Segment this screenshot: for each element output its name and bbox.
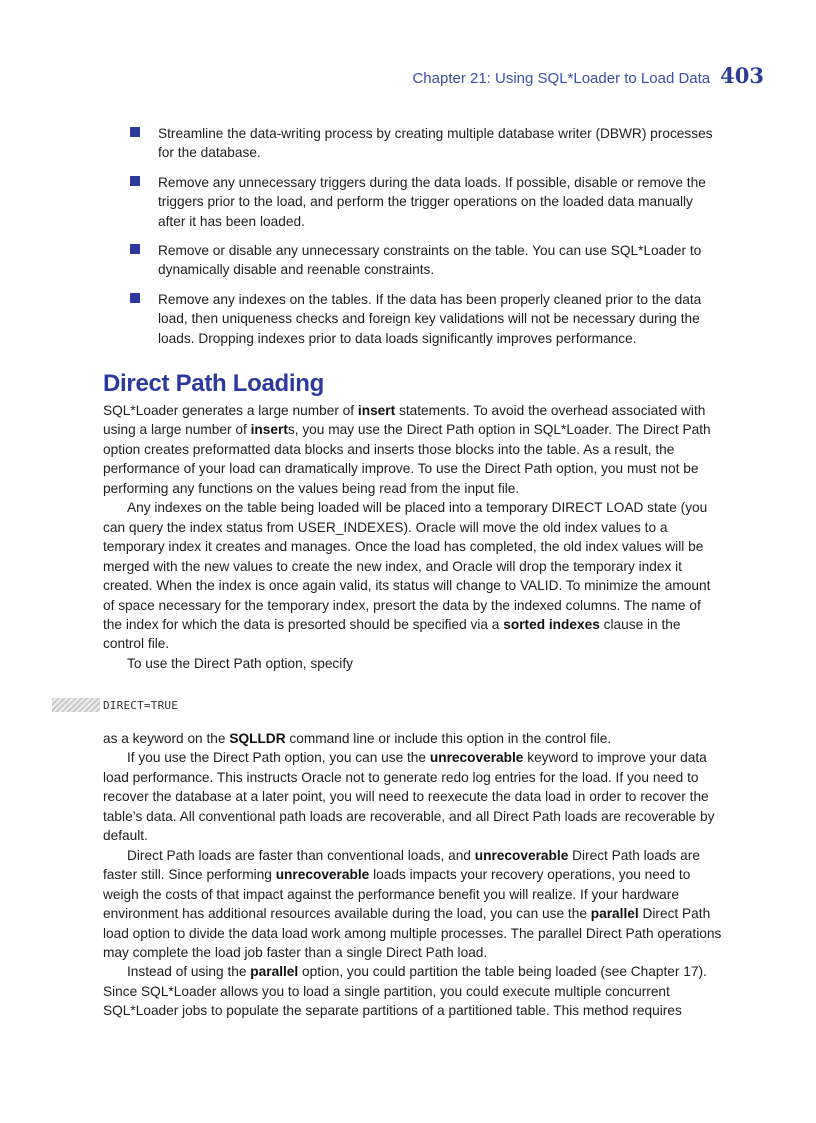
list-item	[130, 290, 720, 348]
page-number: 403	[720, 63, 764, 88]
keyword-parallel: parallel	[590, 906, 639, 922]
text-run: keyword to improve your data load performance. This instructs Oracle not to generate redo log entries for the load. If you need to recover the database at a later point, you will need to reexecute the data load in order to recover the table’s data. All conventional path loads are recoverable, and all Direct Path loads are recoverable by default.	[103, 750, 715, 844]
text-run: Direct Path loads are faster than conventional loads, and	[127, 847, 475, 863]
keyword-unrecoverable: unrecoverable	[275, 867, 370, 883]
code-marker-icon	[52, 698, 100, 712]
paragraph-partition	[103, 962, 723, 1020]
running-header	[412, 63, 764, 89]
list-item	[130, 241, 720, 280]
list-item-text: Streamline the data-writing process by creating multiple database writer (DBWR) processes for the database.	[158, 126, 713, 161]
section-body-bottom	[103, 729, 723, 1021]
paragraph-specify: To use the Direct Path option, specify	[127, 655, 353, 671]
code-example	[52, 697, 178, 713]
keyword-insert: insert	[250, 422, 288, 438]
text-run: SQL*Loader generates a large number of	[103, 403, 358, 418]
text-run: Direct Path loads are faster still. Since performing	[103, 847, 700, 883]
bullet-square-icon	[130, 293, 140, 303]
keyword-insert: insert	[357, 403, 396, 418]
paragraph-direct-path-intro	[103, 401, 723, 498]
text-run: Direct Path load option to divide the data load work among multiple processes. The parallel Direct Path operations may complete the load job faster than a single Direct Path load.	[103, 906, 722, 960]
text-run: s, you may use the Direct Path option in SQL*Loader. The Direct Path option creates preformatted data blocks and inserts those blocks into the table. As a result, the performance of your load can dramatically improve. To use the Direct Path option, you must not be performing any functions on the values being read from the input file.	[103, 422, 711, 496]
section-body-top	[103, 401, 723, 673]
keyword-unrecoverable: unrecoverable	[474, 847, 569, 863]
text-run: statements. To avoid the overhead associated with using a large number of	[103, 403, 706, 438]
text-run: Instead of using the	[127, 964, 251, 980]
keyword-unrecoverable: unrecoverable	[429, 750, 524, 766]
text-run: If you use the Direct Path option, you can use the	[127, 750, 430, 766]
list-item-text: Remove any unnecessary triggers during the data loads. If possible, disable or remove the triggers prior to the load, and perform the trigger operations on the loaded data manually after it has been loaded.	[158, 174, 706, 229]
paragraph-sqlldr	[103, 729, 723, 748]
paragraph-unrecoverable	[103, 748, 723, 845]
text-run: Any indexes on the table being loaded will be placed into a temporary DIRECT LOAD state (you can query the index status from USER_INDEXES). Oracle will move the old index values to a temporary index it creates and manages. Once the load has completed, the old index values will be merged with the new values to create the new index, and Oracle will drop the temporary index it created. When the index is once again valid, its status will change to VALID. To minimize the amount of space necessary for the temporary index, presort the data by the indexed columns. The name of the index for which the data is presorted should be specified via a	[103, 500, 711, 632]
tips-bullet-list	[130, 124, 720, 358]
chapter-title: Chapter 21: Using SQL*Loader to Load Data	[412, 70, 711, 87]
list-item	[130, 124, 720, 163]
keyword-sorted-indexes: sorted indexes	[503, 616, 600, 632]
text-run: loads impacts your recovery operations, you need to weigh the costs of that impact against the performance benefit you will realize. If your hardware environment has additional resources available during the load, you can use the	[103, 867, 691, 922]
section-heading: Direct Path Loading	[103, 370, 324, 397]
keyword-sqlldr: SQLLDR	[229, 731, 286, 746]
keyword-parallel: parallel	[250, 964, 299, 980]
list-item-text: Remove any indexes on the tables. If the data has been properly cleaned prior to the data load, then uniqueness checks and foreign key validations will not be necessary during the loads. Dropping indexes prior to data loads significantly improves performance.	[158, 291, 702, 346]
list-item	[130, 173, 720, 231]
text-run: command line or include this option in the control file.	[285, 731, 612, 746]
text-run: option, you could partition the table being loaded (see Chapter 17). Since SQL*Loader allows you to load a single partition, you could execute multiple concurrent SQL*Loader jobs to populate the separate partitions of a partitioned table. This method requires	[103, 964, 707, 1019]
list-item-text: Remove or disable any unnecessary constraints on the table. You can use SQL*Loader to dynamically disable and reenable constraints.	[158, 243, 702, 278]
paragraph-parallel	[103, 846, 723, 963]
text-run: as a keyword on the	[103, 731, 230, 746]
paragraph-indexes	[103, 498, 723, 654]
code-text: DIRECT=TRUE	[103, 698, 179, 712]
bullet-square-icon	[130, 176, 140, 186]
bullet-square-icon	[130, 127, 140, 137]
text-run: clause in the control file.	[103, 616, 681, 652]
bullet-square-icon	[130, 244, 140, 254]
